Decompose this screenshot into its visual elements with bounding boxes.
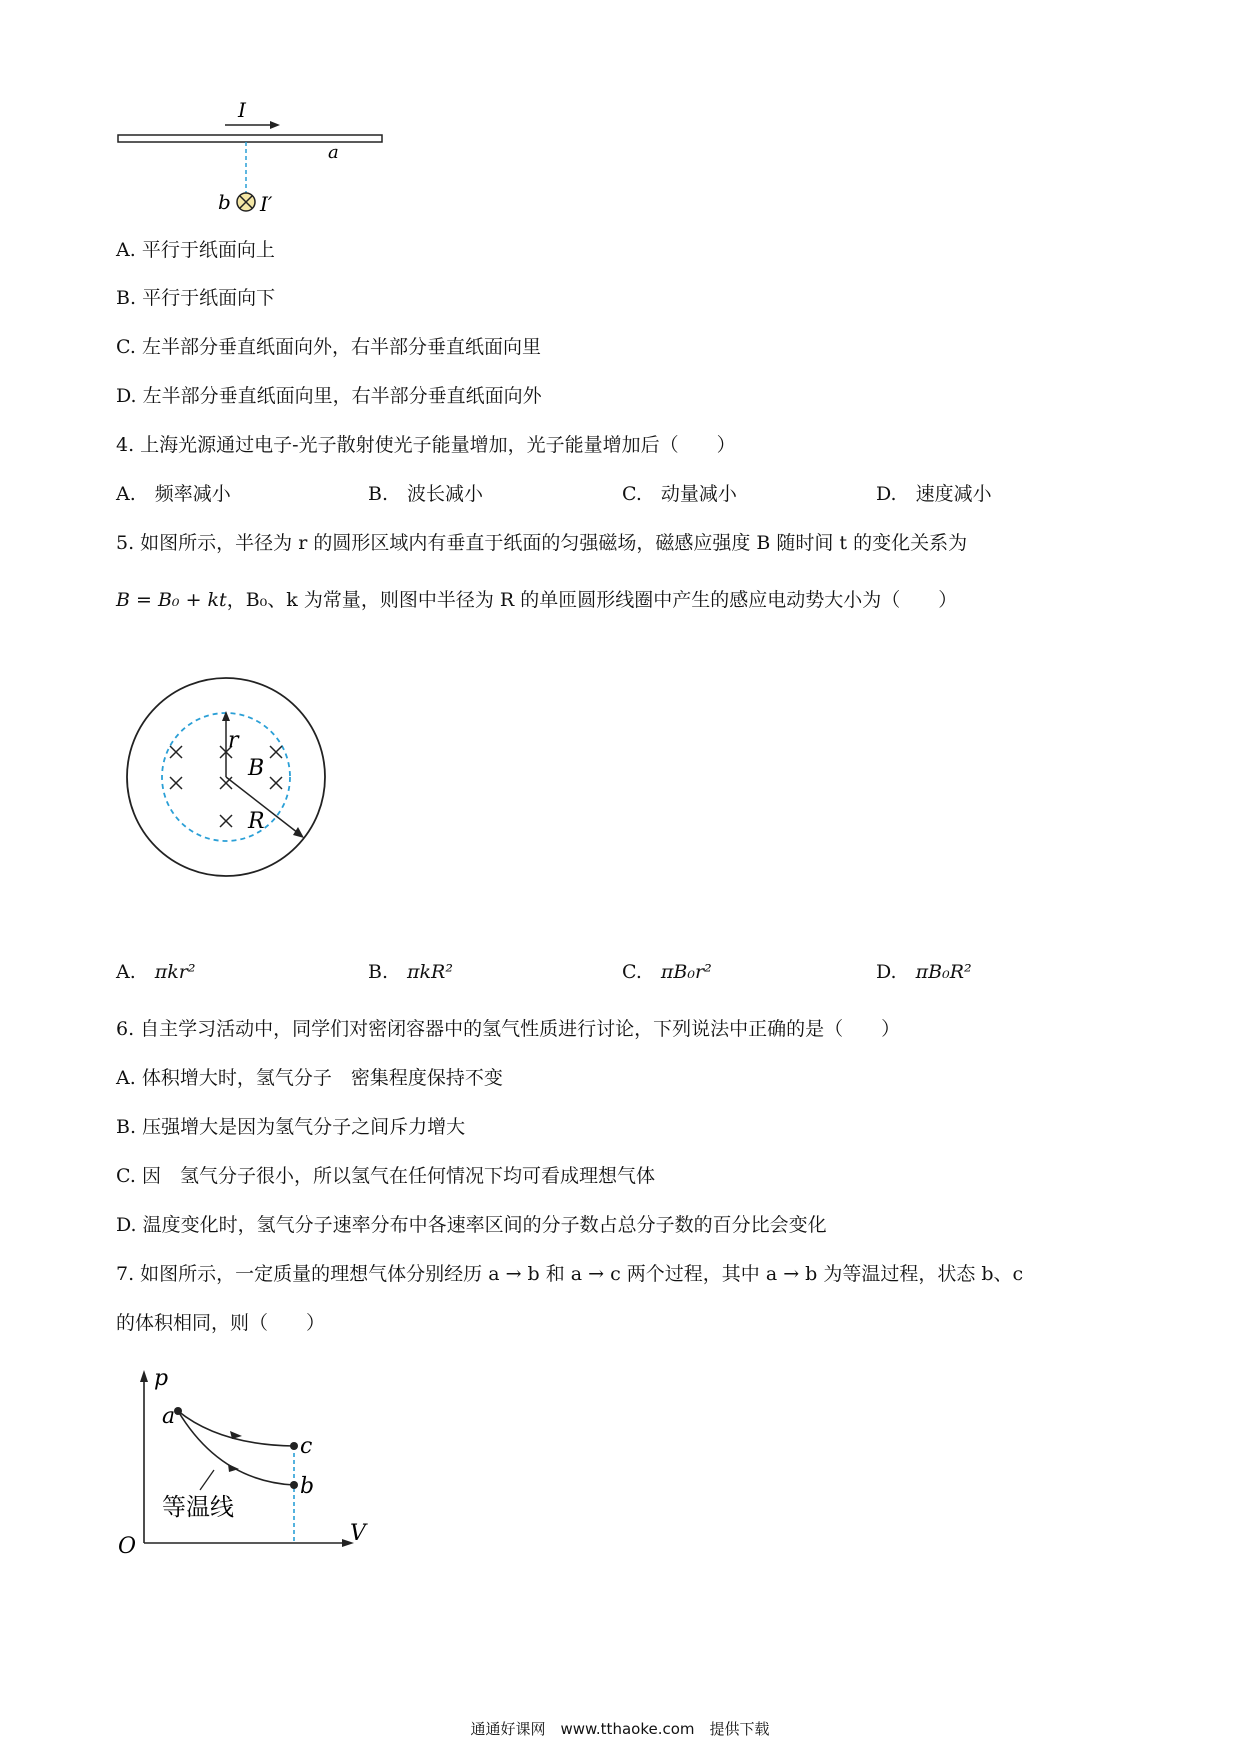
q3-option-c: C. 左半部分垂直纸面向外，右半部分垂直纸面向里	[116, 336, 541, 358]
figure-wire-current	[110, 95, 400, 225]
q4-option-b: B. 波长减小	[368, 483, 484, 505]
q4-stem: 4. 上海光源通过电子-光子散射使光子能量增加，光子能量增加后（ ）	[116, 434, 736, 456]
label-r: r	[228, 728, 239, 753]
q7-stem-line1: 7. 如图所示，一定质量的理想气体分别经历 a → b 和 a → c 两个过程，其中 a → b 为等温过程，状态 b、c	[116, 1263, 1024, 1285]
q5-stem-line2: B = B₀ + kt，B₀、k 为常量，则图中半径为 R 的单匝圆形线圈中产生的感应电动势大小为（ ）	[116, 589, 958, 611]
isotherm-pointer	[200, 1470, 214, 1490]
label-state-c: c	[300, 1434, 313, 1459]
q5-stem-line1: 5. 如图所示，半径为 r 的圆形区域内有垂直于纸面的匀强磁场，磁感应强度 B 随时间 t 的变化关系为	[116, 532, 968, 554]
q5-formula: B = B₀ + kt	[116, 589, 227, 611]
q6-option-a: A. 体积增大时，氢气分子 密集程度保持不变	[116, 1067, 503, 1089]
label-V: V	[350, 1521, 366, 1546]
point-c	[290, 1442, 298, 1450]
curve-a-c	[178, 1411, 294, 1446]
q7-stem-line2: 的体积相同，则（ ）	[116, 1312, 326, 1334]
point-a	[174, 1407, 182, 1415]
label-R: R	[248, 809, 265, 834]
figure-magnetic-field-circle	[110, 665, 330, 885]
label-B: B	[248, 756, 265, 781]
label-isotherm: 等温线	[162, 1493, 234, 1521]
q6-option-b: B. 压强增大是因为氢气分子之间斥力增大	[116, 1116, 466, 1138]
label-p: p	[154, 1366, 169, 1391]
q3-option-b: B. 平行于纸面向下	[116, 287, 276, 309]
figure-pv-diagram	[110, 1365, 380, 1570]
q5-option-b: B. πkR²	[368, 961, 453, 983]
q4-option-c: C. 动量减小	[622, 483, 737, 505]
q3-option-d: D. 左半部分垂直纸面向里，右半部分垂直纸面向外	[116, 385, 542, 407]
label-state-b: b	[300, 1474, 315, 1499]
page-footer: 通通好课网 www.tthaoke.com 提供下载	[470, 1720, 770, 1738]
q6-stem: 6. 自主学习活动中，同学们对密闭容器中的氢气性质进行讨论，下列说法中正确的是（ ）	[116, 1018, 901, 1040]
q4-option-a: A. 频率减小	[116, 483, 231, 505]
q4-option-d: D. 速度减小	[876, 483, 992, 505]
label-state-a: a	[162, 1404, 176, 1429]
q5-option-a: A. πkr²	[116, 961, 196, 983]
q5-option-d: D. πB₀R²	[876, 961, 972, 983]
label-I-prime: I′	[260, 192, 273, 216]
label-I: I	[238, 98, 246, 122]
q3-option-a: A. 平行于纸面向上	[116, 239, 275, 261]
wire-a	[118, 135, 382, 142]
q5-option-c: C. πB₀r²	[622, 961, 712, 983]
label-b: b	[218, 190, 231, 214]
label-a: a	[328, 142, 339, 163]
q6-option-c: C. 因 氢气分子很小，所以氢气在任何情况下均可看成理想气体	[116, 1165, 655, 1187]
label-O: O	[118, 1534, 137, 1559]
q6-option-d: D. 温度变化时，氢气分子速率分布中各速率区间的分子数占总分子数的百分比会变化	[116, 1214, 827, 1236]
point-b	[290, 1481, 298, 1489]
